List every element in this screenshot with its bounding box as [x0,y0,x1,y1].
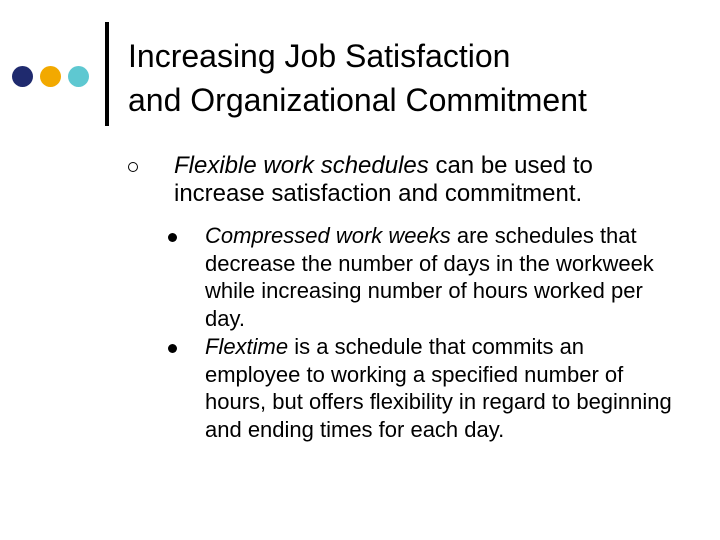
bullet-flexible-schedules [128,152,688,208]
bullet-rest: can be used to increase satisfaction and commitment. [174,152,593,207]
title-divider [105,22,109,126]
sub-bullet-text [205,333,675,443]
orange-dot-icon [40,66,61,87]
decorative-dots [12,66,89,87]
hollow-circle-bullet-icon [128,162,138,172]
teal-dot-icon [68,66,89,87]
bullet-emphasis: Flexible work schedules [174,152,429,179]
bullet-text [174,152,688,208]
sub-bullet-flextime [168,333,688,443]
navy-dot-icon [12,66,33,87]
filled-circle-bullet-icon [168,233,177,242]
sub-bullet-compressed-work-weeks [168,222,688,332]
sub-bullet-list [168,222,688,444]
sub-bullet-rest: are schedules that decrease the number of days in the workweek while increasing number of hours worked per day. [205,223,654,331]
title-line-2: and Organizational Commitment [128,82,587,118]
title-line-1: Increasing Job Satisfaction [128,38,511,74]
sub-bullet-emphasis: Flextime [205,334,289,359]
sub-bullet-rest: is a schedule that commits an employee to working a specified number of hours, but offers flexibility in regard to beginning and ending times for each day. [205,334,672,442]
sub-bullet-emphasis: Compressed work weeks [205,223,451,248]
filled-circle-bullet-icon [168,344,177,353]
slide-title [128,34,587,122]
sub-bullet-text [205,222,675,332]
